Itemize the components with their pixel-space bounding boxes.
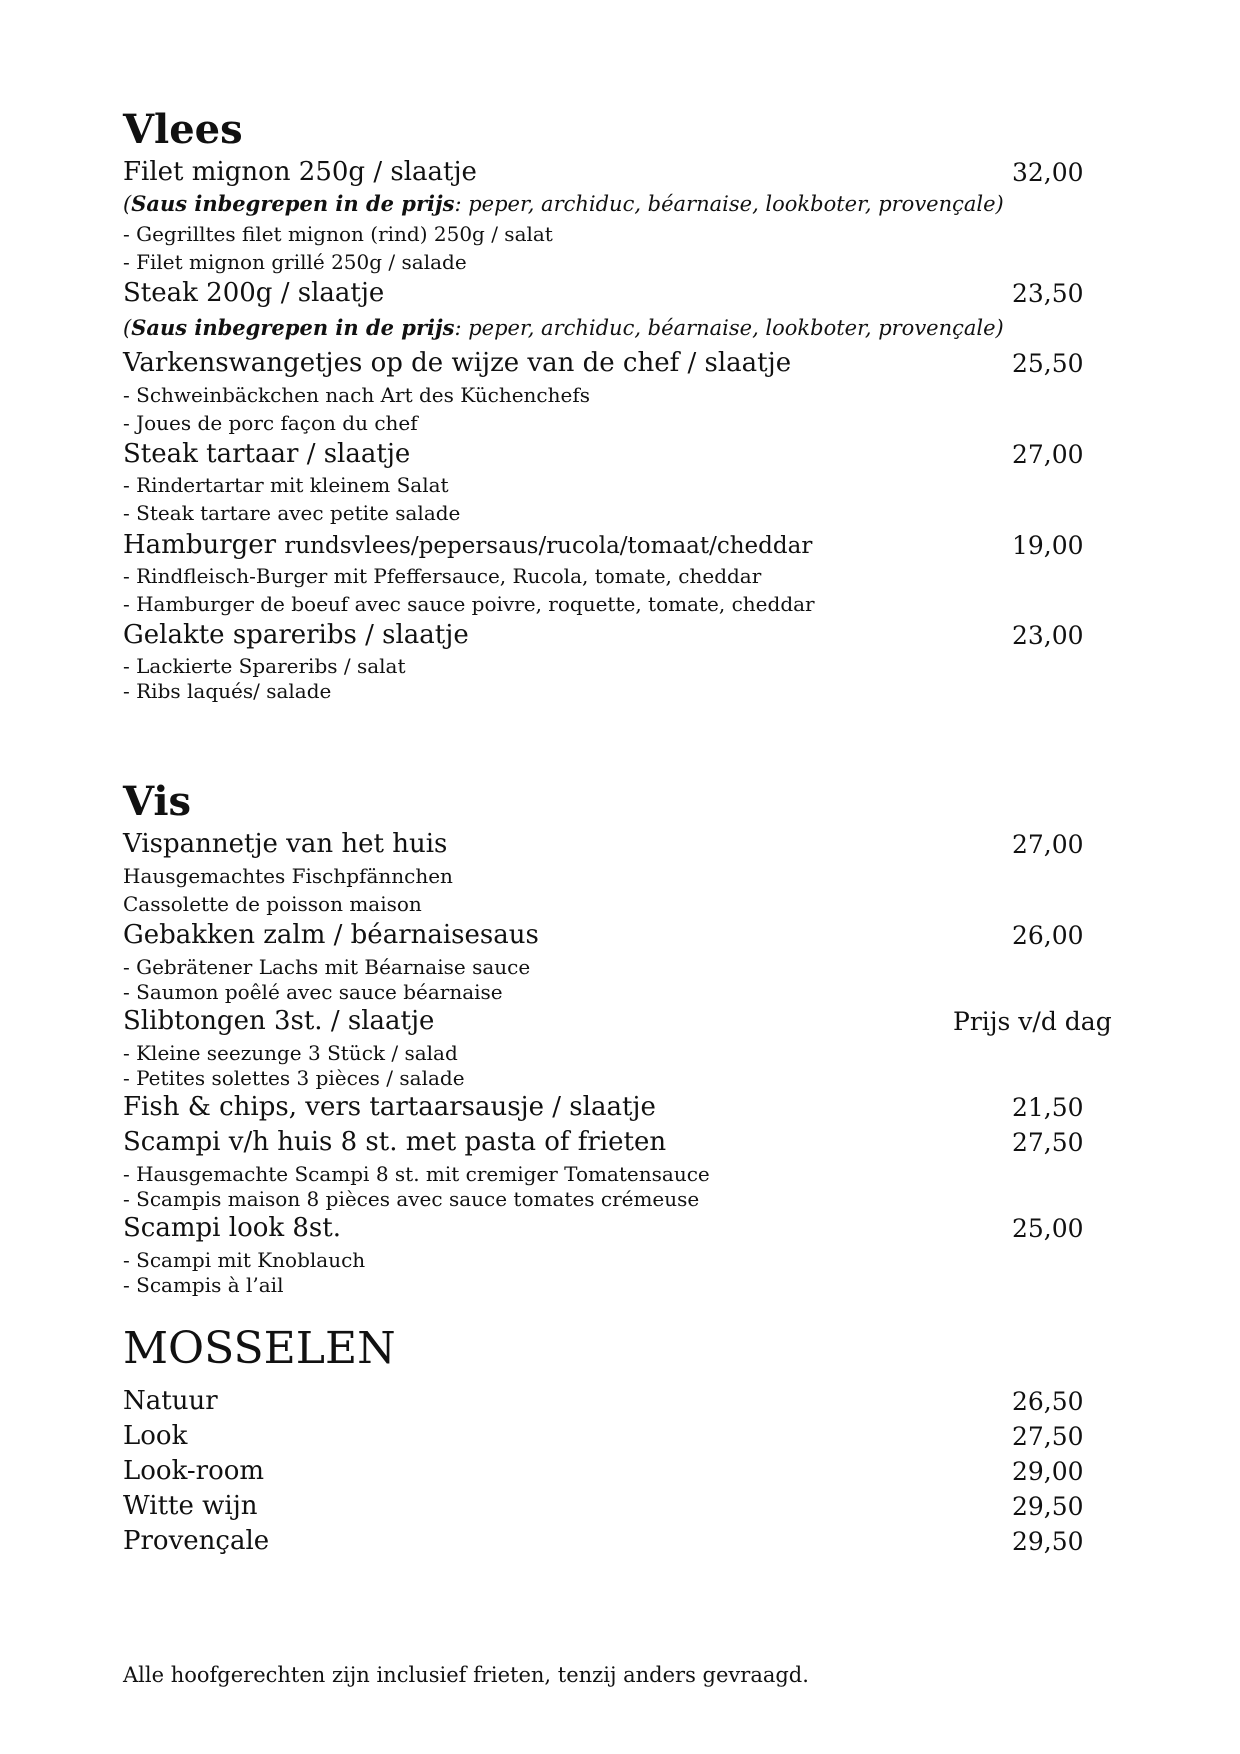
dish-name-steak-tartaar: Steak tartaar / slaatje [123,439,411,469]
dish-desc-fr-spareribs: - Ribs laqués/ salade [123,679,332,703]
mussel-price-look-room: 29,00 [1012,1457,1084,1486]
dish-desc-de-steak-tartaar: - Rindertartar mit kleinem Salat [123,473,449,497]
dish-price-spareribs: 23,00 [1012,621,1084,650]
dish-desc-de-slibtongen: - Kleine seezunge 3 Stück / salad [123,1041,458,1065]
dish-price-slibtongen: Prijs v/d dag [953,1007,1112,1036]
dish-desc-fr-vispannetje: Cassolette de poisson maison [123,892,422,916]
dish-name-hamburger-extra: rundsvlees/pepersaus/rucola/tomaat/cheddar [284,533,813,559]
dish-desc-fr-scampi-look: - Scampis à l’ail [123,1273,284,1297]
dish-desc-fr-hamburger: - Hamburger de boeuf avec sauce poivre, roquette, tomate, cheddar [123,592,815,616]
dish-name-hamburger: Hamburger rundsvlees/pepersaus/rucola/tomaat/cheddar [123,530,813,560]
dish-price-steak: 23,50 [1012,279,1084,308]
footer-note: Alle hoofgerechten zijn inclusief frieten, tenzij anders gevraagd. [123,1663,809,1687]
mussel-name-look-room: Look-room [123,1456,265,1486]
mussel-price-look: 27,50 [1012,1422,1084,1451]
dish-desc-fr-scampi-huis: - Scampis maison 8 pièces avec sauce tomates crémeuse [123,1187,700,1211]
dish-name-vispannetje: Vispannetje van het huis [123,829,448,859]
dish-name-fish-and-chips: Fish & chips, vers tartaarsausje / slaatje [123,1092,656,1122]
dish-name-zalm: Gebakken zalm / béarnaisesaus [123,920,539,950]
section-title-vis: Vis [123,778,192,825]
dish-price-varkenswangetjes: 25,50 [1012,349,1084,378]
dish-desc-de-spareribs: - Lackierte Spareribs / salat [123,654,406,678]
dish-desc-fr-zalm: - Saumon poêlé avec sauce béarnaise [123,980,503,1004]
dish-name-steak: Steak 200g / slaatje [123,278,385,308]
dish-desc-fr-slibtongen: - Petites solettes 3 pièces / salade [123,1066,465,1090]
dish-desc-de-scampi-look: - Scampi mit Knoblauch [123,1248,366,1272]
mussel-name-look: Look [123,1421,188,1451]
mussel-name-provencale: Provençale [123,1526,270,1556]
mussel-price-natuur: 26,50 [1012,1387,1084,1416]
dish-desc-de-vispannetje: Hausgemachtes Fischpfännchen [123,864,453,888]
dish-price-vispannetje: 27,00 [1012,830,1084,859]
mussel-name-natuur: Natuur [123,1386,218,1416]
dish-desc-fr-steak-tartaar: - Steak tartare avec petite salade [123,501,461,525]
dish-name-filet-mignon: Filet mignon 250g / slaatje [123,157,477,187]
section-title-vlees: Vlees [123,106,243,153]
dish-price-steak-tartaar: 27,00 [1012,440,1084,469]
section-title-mosselen: MOSSELEN [123,1323,396,1374]
dish-price-fish-and-chips: 21,50 [1012,1093,1084,1122]
dish-desc-de-zalm: - Gebrätener Lachs mit Béarnaise sauce [123,955,531,979]
dish-name-scampi-look: Scampi look 8st. [123,1213,341,1243]
dish-price-hamburger: 19,00 [1012,531,1084,560]
dish-price-filet-mignon: 32,00 [1012,158,1084,187]
dish-desc-fr-varkenswangetjes: - Joues de porc façon du chef [123,411,418,435]
sauce-note-filet-mignon: (Saus inbegrepen in de prijs: peper, archiduc, béarnaise, lookboter, provençale) [123,191,1004,216]
dish-desc-de-varkenswangetjes: - Schweinbäckchen nach Art des Küchenchefs [123,383,591,407]
dish-name-varkenswangetjes: Varkenswangetjes op de wijze van de chef / slaatje [123,348,792,378]
dish-price-zalm: 26,00 [1012,921,1084,950]
dish-price-scampi-huis: 27,50 [1012,1128,1084,1157]
dish-price-scampi-look: 25,00 [1012,1214,1084,1243]
dish-desc-de-hamburger: - Rindfleisch-Burger mit Pfeffersauce, Rucola, tomate, cheddar [123,564,762,588]
dish-name-spareribs: Gelakte spareribs / slaatje [123,620,469,650]
dish-name-scampi-huis: Scampi v/h huis 8 st. met pasta of frieten [123,1127,667,1157]
mussel-name-witte-wijn: Witte wijn [123,1491,258,1521]
sauce-note-steak: (Saus inbegrepen in de prijs: peper, archiduc, béarnaise, lookboter, provençale) [123,315,1004,340]
dish-desc-fr-filet-mignon: - Filet mignon grillé 250g / salade [123,250,467,274]
mussel-price-witte-wijn: 29,50 [1012,1492,1084,1521]
dish-desc-de-filet-mignon: - Gegrilltes filet mignon (rind) 250g / salat [123,222,553,246]
dish-name-slibtongen: Slibtongen 3st. / slaatje [123,1006,435,1036]
mussel-price-provencale: 29,50 [1012,1527,1084,1556]
dish-desc-de-scampi-huis: - Hausgemachte Scampi 8 st. mit cremiger Tomatensauce [123,1162,710,1186]
